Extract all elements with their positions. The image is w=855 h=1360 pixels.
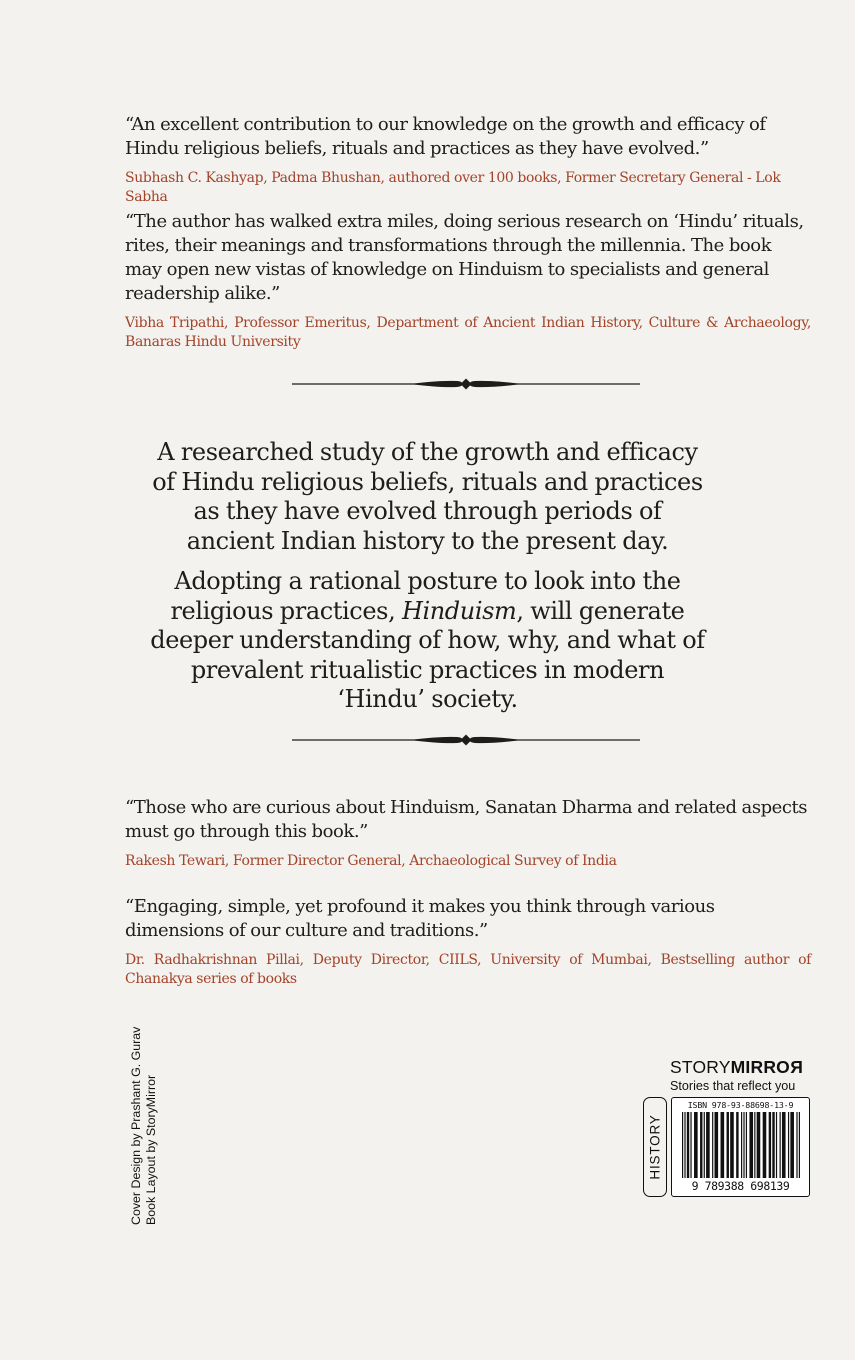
barcode-bar	[799, 1112, 800, 1178]
barcode-bar	[684, 1112, 685, 1178]
barcode-bar	[743, 1112, 744, 1178]
barcode-bars	[682, 1112, 800, 1178]
barcode-bar	[776, 1112, 777, 1178]
blurb-paragraph-1: A researched study of the growth and efficacy of Hindu religious beliefs, rituals and practices as they have evolved through periods of ancient Indian history to the present day.	[152, 438, 703, 555]
genre-tab	[643, 1097, 667, 1197]
quote-attribution: Dr. Radhakrishnan Pillai, Deputy Director, CIILS, University of Mumbai, Bestselling author of Chanakya series of books	[125, 952, 811, 987]
cover-design-credit: Cover Design by Prashant G. Gurav	[129, 1026, 143, 1225]
quote-text: “The author has walked extra miles, doing serious research on ‘Hindu’ rituals, rites, their meanings and transformations through the millennia. The book may open new vistas of knowledge on Hinduism to specialists and general readership alike.”	[125, 211, 804, 304]
quote-text: “Those who are curious about Hinduism, Sanatan Dharma and related aspects must go through this book.”	[125, 797, 808, 842]
barcode-bar	[757, 1112, 761, 1178]
isbn-barcode	[671, 1097, 810, 1197]
design-credits	[129, 1025, 158, 1225]
quote-text: “Engaging, simple, yet profound it makes you think through various dimensions of our culture and traditions.”	[125, 896, 715, 941]
barcode-bar	[682, 1112, 683, 1178]
publisher-logo	[670, 1057, 812, 1077]
barcode-bar	[790, 1112, 794, 1178]
barcode-bar	[741, 1112, 742, 1178]
barcode-bar	[715, 1112, 719, 1178]
barcode-digits: 9 789388 698139	[691, 1179, 790, 1193]
book-title: Hinduism	[401, 596, 517, 625]
barcode-bar	[730, 1112, 734, 1178]
quote-block-pillai	[125, 895, 811, 989]
barcode-bar	[763, 1112, 767, 1178]
logo-text-story: STORY	[670, 1057, 731, 1077]
logo-mirrored-letter: R	[789, 1057, 803, 1077]
genre-label: HISTORY	[647, 1114, 663, 1180]
publisher-tagline: Stories that reflect you	[670, 1079, 796, 1093]
barcode-bar	[712, 1112, 713, 1178]
quote-block-tewari	[125, 796, 811, 871]
quote-attribution: Rakesh Tewari, Former Director General, Archaeological Survey of India	[125, 853, 617, 869]
barcode-bar	[796, 1112, 797, 1178]
barcode-bar	[746, 1112, 747, 1178]
blurb-paragraph-2	[150, 567, 705, 715]
barcode-bar	[769, 1112, 771, 1178]
blurb-text: Adopting a rational posture to look into the religious practices,	[170, 567, 681, 625]
quote-attribution: Subhash C. Kashyap, Padma Bhushan, authored over 100 books, Former Secretary General - Lok Sabha	[125, 170, 781, 205]
barcode-bar	[788, 1112, 789, 1178]
quote-block-kashyap	[125, 113, 811, 207]
barcode-bar	[772, 1112, 774, 1178]
book-layout-credit: Book Layout by StoryMirror	[143, 1074, 158, 1225]
quote-text: “An excellent contribution to our knowledge on the growth and efficacy of Hindu religious beliefs, rituals and practices as they have evolved.”	[125, 114, 766, 159]
blurb-text: , will generate deeper understanding of how, why, and what of prevalent ritualistic practices in modern ‘Hindu’ society.	[150, 596, 705, 713]
barcode-bar	[704, 1112, 705, 1178]
barcode-bar	[694, 1112, 698, 1178]
barcode-bar	[721, 1112, 725, 1178]
publisher-brand	[670, 1057, 812, 1094]
ornament-divider	[290, 377, 642, 391]
quote-attribution: Vibha Tripathi, Professor Emeritus, Department of Ancient Indian History, Culture & Archaeology, Banaras Hindu University	[125, 315, 811, 350]
barcode-bar	[754, 1112, 755, 1178]
barcode-bar	[736, 1112, 738, 1178]
barcode-bar	[727, 1112, 729, 1178]
isbn-text: ISBN 978-93-88698-13-9	[687, 1100, 794, 1110]
barcode-bar	[706, 1112, 710, 1178]
barcode-bar	[782, 1112, 786, 1178]
quote-block-tripathi	[125, 210, 811, 352]
barcode-bar	[687, 1112, 689, 1178]
barcode-bar	[749, 1112, 753, 1178]
barcode-bar	[780, 1112, 781, 1178]
barcode-bar	[690, 1112, 691, 1178]
ornament-divider	[290, 733, 642, 747]
barcode-bar	[700, 1112, 702, 1178]
logo-text-mirror: MIRRO	[730, 1057, 790, 1077]
